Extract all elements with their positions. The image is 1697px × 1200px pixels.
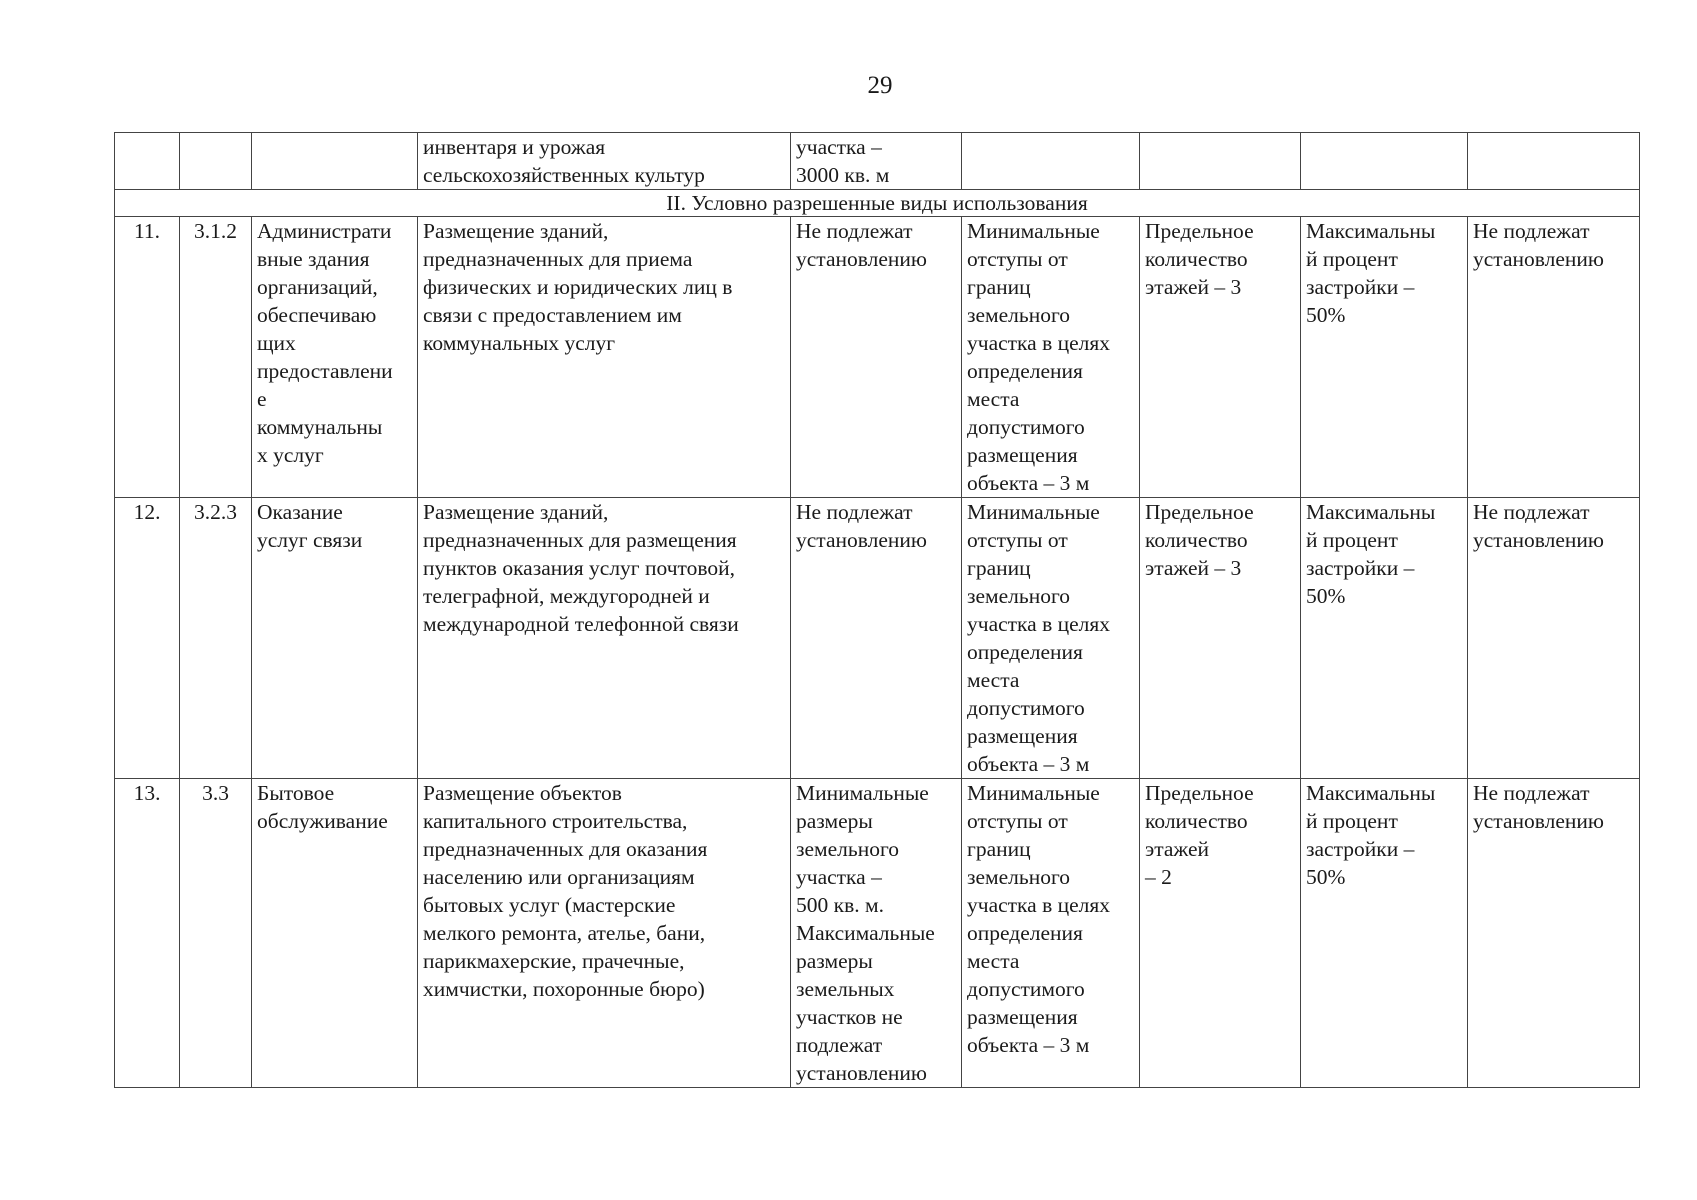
page-number: 29 bbox=[867, 72, 893, 99]
plot-size: Не подлежат установлению bbox=[791, 498, 962, 779]
use-description: Размещение зданий, предназначенных для размещения пунктов оказания услуг почтовой, телеграфной, междугородней и международной телефонной связи bbox=[418, 498, 791, 779]
use-code: 3.2.3 bbox=[180, 498, 252, 779]
cell-description: инвентаря и урожая сельскохозяйственных культур bbox=[418, 133, 791, 190]
floors: Предельное количество этажей – 3 bbox=[1140, 498, 1301, 779]
other-params: Не подлежат установлению bbox=[1468, 779, 1640, 1088]
cell-other bbox=[1468, 133, 1640, 190]
cell-setbacks bbox=[962, 133, 1140, 190]
section-heading: II. Условно разрешенные виды использования bbox=[115, 190, 1640, 217]
floors: Предельное количество этажей – 3 bbox=[1140, 217, 1301, 498]
plot-size: Не подлежат установлению bbox=[791, 217, 962, 498]
setbacks: Минимальные отступы от границ земельного участка в целях определения места допустимого размещения объекта – 3 м bbox=[962, 779, 1140, 1088]
row-number: 12. bbox=[115, 498, 180, 779]
use-name: Администрати вные здания организаций, обеспечиваю щих предоставлени е коммунальны х услуг bbox=[252, 217, 418, 498]
setbacks: Минимальные отступы от границ земельного участка в целях определения места допустимого размещения объекта – 3 м bbox=[962, 498, 1140, 779]
coverage: Максимальны й процент застройки – 50% bbox=[1301, 779, 1468, 1088]
use-name: Оказание услуг связи bbox=[252, 498, 418, 779]
section-heading-row bbox=[115, 190, 1640, 217]
cell-plot-size: участка – 3000 кв. м bbox=[791, 133, 962, 190]
use-code: 3.1.2 bbox=[180, 217, 252, 498]
other-params: Не подлежат установлению bbox=[1468, 498, 1640, 779]
cell-floors bbox=[1140, 133, 1301, 190]
row-number: 13. bbox=[115, 779, 180, 1088]
use-description: Размещение зданий, предназначенных для приема физических и юридических лиц в связи с предоставлением им коммунальных услуг bbox=[418, 217, 791, 498]
use-code: 3.3 bbox=[180, 779, 252, 1088]
use-name: Бытовое обслуживание bbox=[252, 779, 418, 1088]
coverage: Максимальны й процент застройки – 50% bbox=[1301, 498, 1468, 779]
plot-size: Минимальные размеры земельного участка – 500 кв. м. Максимальные размеры земельных участков не подлежат установлению bbox=[791, 779, 962, 1088]
other-params: Не подлежат установлению bbox=[1468, 217, 1640, 498]
row-number: 11. bbox=[115, 217, 180, 498]
continuation-row bbox=[115, 133, 1640, 190]
setbacks: Минимальные отступы от границ земельного участка в целях определения места допустимого размещения объекта – 3 м bbox=[962, 217, 1140, 498]
table-row bbox=[115, 498, 1640, 779]
land-use-table bbox=[114, 132, 1640, 1088]
use-description: Размещение объектов капитального строительства, предназначенных для оказания населению или организациям бытовых услуг (мастерские мелкого ремонта, ателье, бани, парикмахерские, прачечные, химчистки, похоронные бюро) bbox=[418, 779, 791, 1088]
table-row bbox=[115, 779, 1640, 1088]
table-row bbox=[115, 217, 1640, 498]
floors: Предельное количество этажей – 2 bbox=[1140, 779, 1301, 1088]
cell-code bbox=[180, 133, 252, 190]
cell-num bbox=[115, 133, 180, 190]
coverage: Максимальны й процент застройки – 50% bbox=[1301, 217, 1468, 498]
cell-name bbox=[252, 133, 418, 190]
cell-coverage bbox=[1301, 133, 1468, 190]
